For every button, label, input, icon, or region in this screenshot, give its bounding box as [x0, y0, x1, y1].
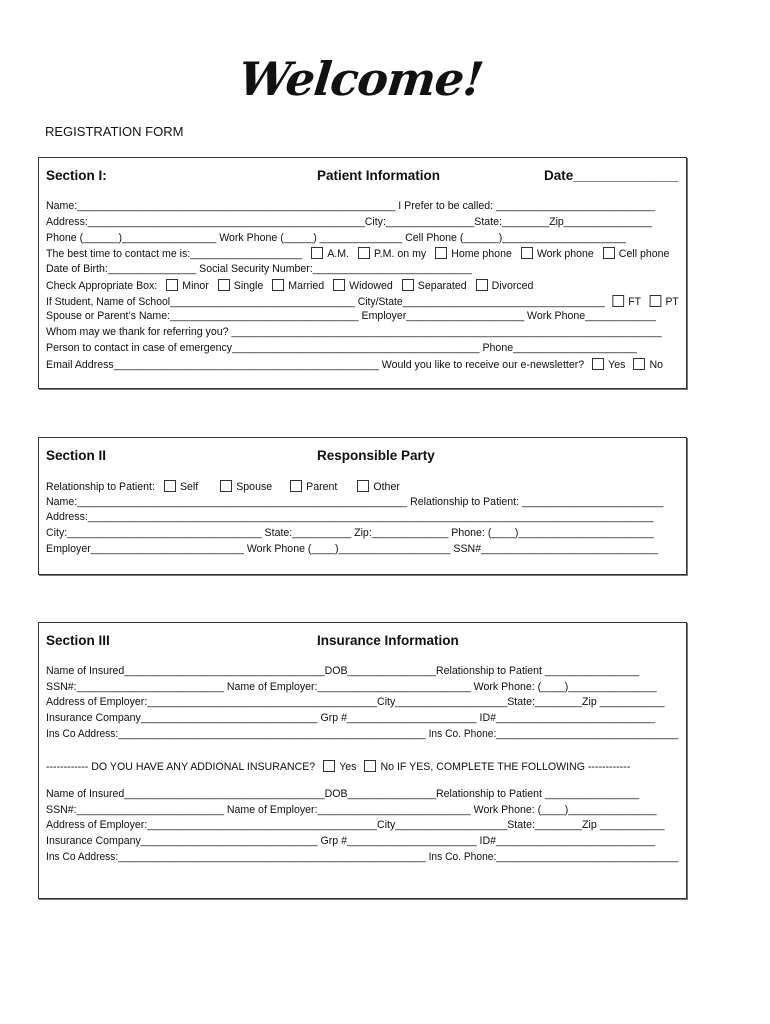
- insurance-company-line-1[interactable]: Insurance Company______________________________ Grp #______________________ ID#___________________________: [46, 712, 656, 724]
- self-checkbox[interactable]: [164, 480, 176, 492]
- married-label: Married: [288, 280, 325, 292]
- section-patient-information: [38, 157, 687, 389]
- phone-line[interactable]: Phone (______)________________ Work Phone (_____) ______________ Cell Phone (______)_____________________: [46, 232, 627, 244]
- newsletter-no-label: No: [649, 359, 663, 371]
- cell-phone-label: Cell phone: [618, 248, 670, 260]
- employer-address-line-2[interactable]: Address of Employer:_______________________________________City___________________State:________Zip ___________: [46, 819, 665, 831]
- ins-co-address-line-2[interactable]: Ins Co Address:______________________________________________________ Ins Co. Phone:________________________________: [46, 851, 679, 863]
- divorced-label: Divorced: [491, 280, 534, 292]
- additional-yes-checkbox[interactable]: [323, 760, 335, 772]
- separated-checkbox[interactable]: [402, 279, 414, 291]
- student-line: [46, 295, 679, 309]
- widowed-label: Widowed: [349, 280, 393, 292]
- additional-insurance-line: [46, 760, 630, 774]
- rp-name-line[interactable]: Name:________________________________________________________ Relationship to Patient: ________________________: [46, 496, 664, 508]
- home-phone-label: Home phone: [451, 248, 512, 260]
- married-checkbox[interactable]: [272, 279, 284, 291]
- spouse-line[interactable]: Spouse or Parent’s Name:________________________________ Employer____________________ Work Phone____________: [46, 310, 656, 322]
- best-time-label: The best time to contact me is:___________________: [46, 248, 303, 260]
- relationship-label: Relationship to Patient:: [46, 481, 155, 493]
- home-phone-checkbox[interactable]: [435, 247, 447, 259]
- pm-label: P.M. on my: [373, 248, 427, 260]
- parent-checkbox[interactable]: [290, 480, 302, 492]
- additional-no-checkbox[interactable]: [364, 760, 376, 772]
- emergency-line[interactable]: Person to contact in case of emergency__________________________________________ Phone_____________________: [46, 342, 637, 354]
- divorced-checkbox[interactable]: [476, 279, 488, 291]
- date-field[interactable]: Date______________: [544, 168, 679, 183]
- newsletter-yes-label: Yes: [608, 359, 626, 371]
- pt-checkbox[interactable]: [650, 295, 662, 307]
- section-responsible-party: [38, 437, 687, 575]
- insured-line-2[interactable]: Name of Insured__________________________________DOB_______________Relationship to Patient ________________: [46, 788, 640, 800]
- minor-label: Minor: [182, 280, 209, 292]
- section-label: Section III: [46, 633, 110, 648]
- cell-phone-checkbox[interactable]: [603, 247, 615, 259]
- parent-label: Parent: [306, 481, 338, 493]
- widowed-checkbox[interactable]: [333, 279, 345, 291]
- spouse-checkbox[interactable]: [220, 480, 232, 492]
- best-time-line: [46, 247, 669, 261]
- additional-yes-label: Yes: [339, 761, 357, 773]
- work-phone-label: Work phone: [536, 248, 594, 260]
- spouse-label: Spouse: [236, 481, 273, 493]
- address-line[interactable]: Address:_______________________________________________City:_______________State:________Zip_______________: [46, 216, 653, 228]
- ins-co-address-line-1[interactable]: Ins Co Address:______________________________________________________ Ins Co. Phone:________________________________: [46, 728, 679, 740]
- form-title: REGISTRATION FORM: [45, 124, 184, 139]
- newsletter-yes-checkbox[interactable]: [592, 358, 604, 370]
- welcome-heading: Welcome!: [236, 52, 486, 106]
- rp-employer-line[interactable]: Employer__________________________ Work Phone (____)___________________ SSN#______________________________: [46, 543, 658, 555]
- am-label: A.M.: [327, 248, 349, 260]
- email-field[interactable]: Email Address_____________________________________________ Would you like to receive our e-newsletter?: [46, 359, 585, 371]
- employer-address-line-1[interactable]: Address of Employer:_______________________________________City___________________State:________Zip ___________: [46, 696, 665, 708]
- student-field[interactable]: If Student, Name of School________________________________ City/State___________________________________: [46, 296, 605, 308]
- pm-checkbox[interactable]: [358, 247, 370, 259]
- pt-label: PT: [665, 296, 679, 308]
- single-label: Single: [233, 280, 264, 292]
- ft-checkbox[interactable]: [613, 295, 625, 307]
- insurance-company-line-2[interactable]: Insurance Company______________________________ Grp #______________________ ID#___________________________: [46, 835, 656, 847]
- section-title: Patient Information: [317, 168, 441, 183]
- section-title: Insurance Information: [317, 633, 459, 648]
- newsletter-no-checkbox[interactable]: [633, 358, 645, 370]
- insured-line-1[interactable]: Name of Insured__________________________________DOB_______________Relationship to Patient ________________: [46, 665, 640, 677]
- additional-insurance-question: ------------ DO YOU HAVE ANY ADDIONAL INSURANCE?: [46, 761, 316, 773]
- ssn-line-1[interactable]: SSN#:_________________________ Name of Employer:__________________________ Work Phone: (____)_______________: [46, 681, 657, 693]
- section-label: Section II: [46, 448, 107, 463]
- single-checkbox[interactable]: [218, 279, 230, 291]
- email-line: [46, 358, 663, 372]
- other-checkbox[interactable]: [357, 480, 369, 492]
- additional-no-label: No: [380, 761, 395, 773]
- section-insurance-information: [38, 622, 687, 899]
- ft-label: FT: [628, 296, 641, 308]
- am-checkbox[interactable]: [311, 247, 323, 259]
- rp-address-line[interactable]: Address:________________________________________________________________________________________________: [46, 511, 654, 523]
- work-phone-checkbox[interactable]: [521, 247, 533, 259]
- dob-line[interactable]: Date of Birth:_______________ Social Security Number:___________________________: [46, 263, 472, 275]
- other-label: Other: [373, 481, 400, 493]
- relationship-line: [46, 480, 400, 494]
- section-title: Responsible Party: [317, 448, 435, 463]
- ssn-line-2[interactable]: SSN#:_________________________ Name of Employer:__________________________ Work Phone: (____)_______________: [46, 804, 657, 816]
- referral-line[interactable]: Whom may we thank for referring you? _________________________________________________________________________: [46, 326, 662, 338]
- additional-instruction: IF YES, COMPLETE THE FOLLOWING ------------: [394, 761, 631, 773]
- separated-label: Separated: [417, 280, 467, 292]
- name-line[interactable]: Name:______________________________________________________ I Prefer to be called: ___________________________: [46, 200, 656, 212]
- minor-checkbox[interactable]: [166, 279, 178, 291]
- rp-city-line[interactable]: City:_________________________________ State:__________ Zip:_____________ Phone: (____)_______________________: [46, 527, 654, 539]
- section-label: Section I:: [46, 168, 107, 183]
- check-box-label: Check Appropriate Box:: [46, 280, 158, 292]
- self-label: Self: [179, 481, 199, 493]
- check-box-line: [46, 279, 533, 293]
